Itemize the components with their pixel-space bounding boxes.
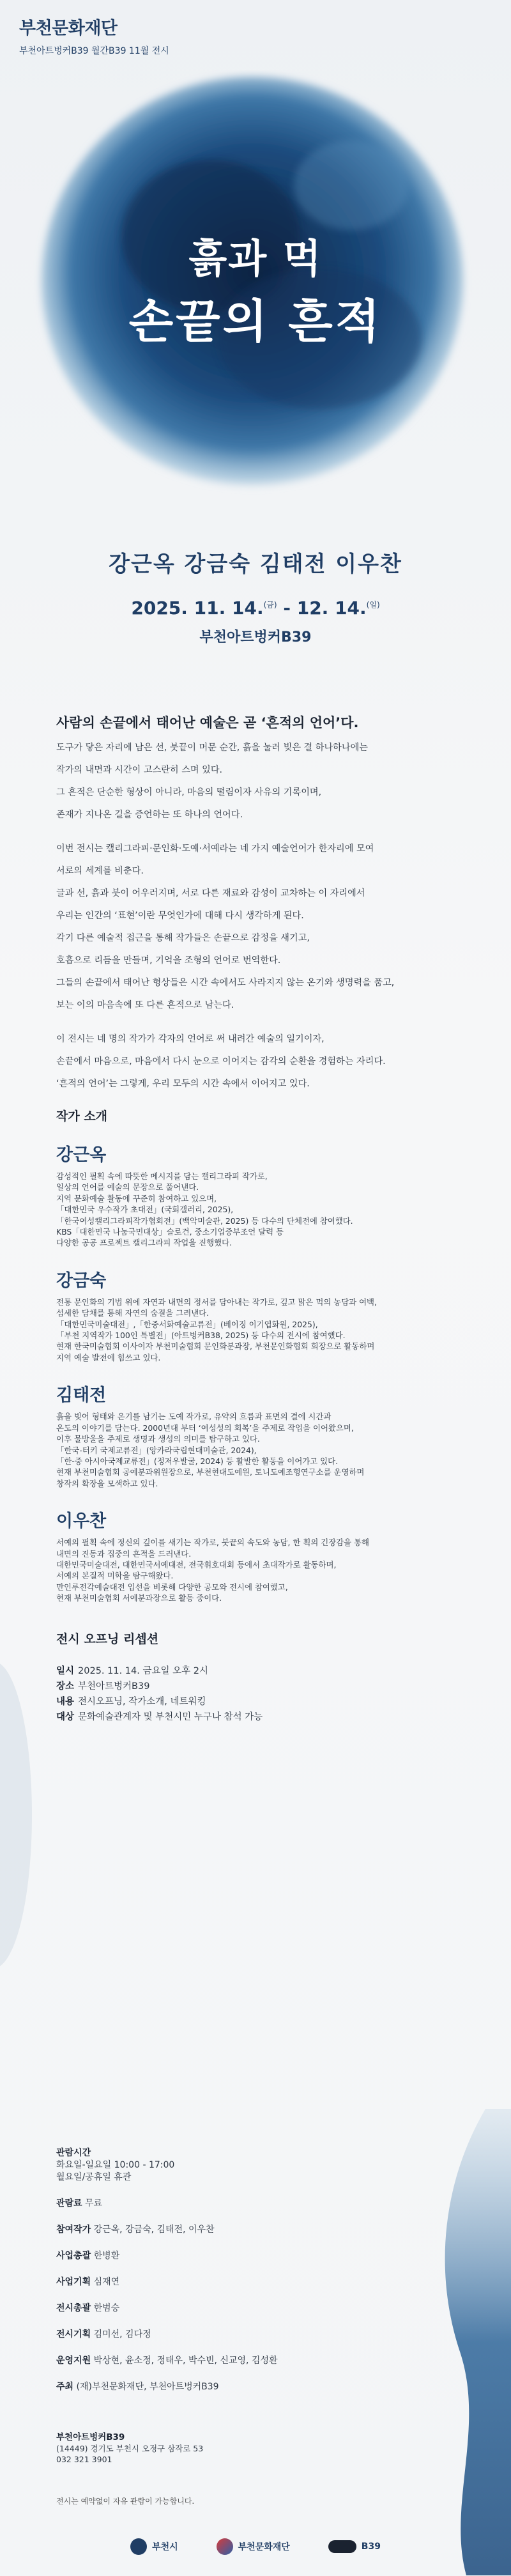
address-block — [56, 2432, 203, 2465]
intro-line: ‘흔적의 언어’는 그렇게, 우리 모두의 시간 속에서 이어지고 있다. — [56, 1079, 310, 1089]
artist-bio-line: 다양한 공공 프로젝트 캘리그라피 작업을 진행했다. — [56, 1238, 232, 1248]
info-value: 박상현, 윤소정, 정태우, 박수빈, 신교영, 김성환 — [93, 2356, 278, 2366]
artist-block — [56, 1381, 414, 1489]
artist-bio-line: 내면의 진동과 집중의 흔적을 드러낸다. — [56, 1548, 192, 1559]
info-row — [56, 2250, 414, 2262]
opening-row — [56, 1679, 414, 1694]
header — [19, 14, 169, 57]
artist-bio-line: 「대한민국 우수작가 초대전」(국회갤러리, 2025), — [56, 1205, 234, 1215]
intro-line: 글과 선, 흙과 붓이 어우러지며, 서로 다른 재료와 감성이 교차하는 이 자리에서 — [56, 888, 365, 899]
artist-bio-line: 서예의 본질적 미학을 탐구해왔다. — [56, 1571, 174, 1581]
exhibition-info — [56, 2147, 414, 2407]
artist-name: 강금숙 — [56, 1270, 107, 1291]
artist-bio-line: 흙을 빚어 형태와 온기를 남기는 도예 작가로, 유약의 흐름과 표면의 결에 시간과 — [56, 1412, 332, 1422]
intro-line: 작가의 내면과 시간이 고스란히 스며 있다. — [56, 765, 223, 775]
artist-bio-line: 「한-중 아시아국제교류전」(정저우발굴, 2024) 등 활발한 활동을 이어가고 있다. — [56, 1456, 339, 1466]
lead-sentence: 사람의 손끝에서 태어난 예술은 곧 ‘흔적의 언어’다. — [56, 715, 359, 730]
info-value: 화요일-일요일 10:00 - 17:00 — [56, 2160, 175, 2170]
info-value: 김미선, 김다정 — [93, 2329, 151, 2340]
intro-line: 존재가 지나온 길을 증언하는 또 하나의 언어다. — [56, 810, 243, 820]
info-row — [56, 2381, 414, 2393]
intro-text — [56, 742, 414, 1090]
artist-bio-line: 일상의 언어를 예술의 문장으로 풀어낸다. — [56, 1182, 199, 1192]
artist-list — [56, 1141, 414, 1604]
artist-bio-line: 대한민국미술대전, 대한민국서예대전, 전국휘호대회 등에서 초대작가로 활동하며, — [56, 1559, 337, 1570]
artists-section-title: 작가 소개 — [56, 1109, 108, 1123]
opening-row-value: 부천아트벙커B39 — [78, 1681, 150, 1692]
artist-bio-line: 「한국여성캘리그라피작가협회전」(백악미술관, 2025) 등 다수의 단체전에 참여했다. — [56, 1215, 353, 1226]
artist-bio-line: 서예의 필획 속에 정신의 깊이를 새기는 작가로, 붓끝의 속도와 농담, 한 획의 긴장감을 통해 — [56, 1538, 369, 1548]
intro-line: 손끝에서 마음으로, 마음에서 다시 눈으로 이어지는 감각의 순환을 경험하는 자리다. — [56, 1056, 386, 1067]
organization-name: 부천문화재단 — [19, 19, 118, 38]
artist-bio-line: 창작의 확장을 모색하고 있다. — [56, 1478, 158, 1488]
main-content — [56, 713, 414, 1725]
artist-name: 김태전 — [56, 1385, 107, 1406]
artist-bio-line: 현재 부천미술협회 서예분과장으로 활동 중이다. — [56, 1593, 222, 1603]
artist-bio-line: 「부천 지역작가 100인 특별전」(아트벙커B38, 2025) 등 다수의 전시에 참여했다. — [56, 1330, 346, 1341]
opening-row — [56, 1694, 414, 1709]
artist-bio-line: 현재 한국미술협회 이사이자 부천미술협회 문인화분과장, 부천문인화협회 회장으로 활동하며 — [56, 1341, 375, 1352]
info-key: 사업총괄 — [56, 2251, 91, 2261]
info-value: (재)부천문화재단, 부천아트벙커B39 — [76, 2382, 219, 2392]
artist-names: 강근옥 강금숙 김태전 이우찬 — [109, 551, 402, 577]
info-value: 무료 — [85, 2198, 103, 2209]
info-value: 한범승 — [93, 2303, 120, 2313]
info-row — [56, 2147, 414, 2184]
artist-bio-line: 만인루전각예술대전 입선을 비롯해 다양한 공모와 전시에 참여했고, — [56, 1582, 288, 1592]
artist-bio-line: 온도의 이야기를 담는다. 2000년대 부터 ‘여성성의 회복’을 주제로 작업을 이어왔으며, — [56, 1423, 354, 1433]
opening-details — [56, 1663, 414, 1725]
bucheon-city-logo: 부천시 — [130, 2538, 178, 2555]
info-value: 한병환 — [93, 2251, 120, 2261]
info-key: 사업기획 — [56, 2277, 91, 2287]
opening-row-value: 전시오프닝, 작가소개, 네트워킹 — [78, 1696, 206, 1707]
intro-line: 그 흔적은 단순한 형상이 아니라, 마음의 떨림이자 사유의 기록이며, — [56, 787, 322, 798]
info-row — [56, 2276, 414, 2288]
artist-block — [56, 1267, 414, 1363]
artist-bio-line: 지역 문화예술 활동에 꾸준히 참여하고 있으며, — [56, 1193, 217, 1203]
info-key: 관람시간 — [56, 2148, 91, 2158]
artist-bio-line: 감성적인 필획 속에 따뜻한 메시지를 담는 캘리그라피 작가로, — [56, 1171, 268, 1181]
intro-line: 이번 전시는 캘리그라피·문인화·도예·서예라는 네 가지 예술언어가 한자리에 모여 — [56, 844, 374, 854]
info-key: 관람료 — [56, 2198, 82, 2209]
phone-number: 032 321 3901 — [56, 2455, 112, 2464]
artist-block — [56, 1507, 414, 1603]
address-line: (14449) 경기도 부천시 오정구 삼작로 53 — [56, 2444, 204, 2453]
info-row — [56, 2198, 414, 2210]
opening-row-key: 장소 — [56, 1681, 75, 1692]
artist-bio-line: 지역 예술 발전에 힘쓰고 있다. — [56, 1352, 161, 1362]
opening-row — [56, 1709, 414, 1725]
exhibition-dates: 2025. 11. 14.$^{(금)}$ - 12. 14.$^{(일)}$ — [131, 598, 380, 619]
artist-name: 강근옥 — [56, 1145, 107, 1165]
intro-line: 각기 다른 예술적 접근을 통해 작가들은 손끝으로 감정을 새기고, — [56, 933, 310, 943]
artist-bio-line: 「대한민국미술대전」,「한중서화예술교류전」(베이징 이기엽화원, 2025), — [56, 1319, 318, 1329]
foundation-emblem-icon — [217, 2538, 233, 2555]
info-row — [56, 2302, 414, 2315]
opening-row — [56, 1663, 414, 1679]
info-key: 참여작가 — [56, 2225, 91, 2235]
opening-row-key: 일시 — [56, 1665, 75, 1676]
intro-line: 보는 이의 마음속에 또 다른 흔적으로 남는다. — [56, 1000, 234, 1010]
artist-name: 이우찬 — [56, 1511, 107, 1532]
sponsor-logos — [0, 2538, 511, 2555]
opening-row-key: 내용 — [56, 1696, 75, 1707]
venue: 부천아트벙커B39 — [199, 629, 312, 645]
address-name: 부천아트벙커B39 — [56, 2432, 125, 2442]
opening-reception — [56, 1630, 414, 1725]
opening-row-value: 문화예술관계자 및 부천시민 누구나 참석 가능 — [78, 1711, 263, 1722]
city-emblem-icon — [130, 2538, 147, 2555]
opening-row-value: 2025. 11. 14. 금요일 오후 2시 — [78, 1665, 208, 1676]
left-ink-wash — [0, 1649, 51, 1981]
info-key: 운영지원 — [56, 2356, 91, 2366]
artist-block — [56, 1141, 414, 1249]
artist-bio-line: 현재 부천미술협회 공예분과위원장으로, 부천현대도예원, 토니도예조형연구소를 운영하며 — [56, 1467, 365, 1477]
intro-line: 그들의 손끝에서 태어난 형상들은 시간 속에서도 사라지지 않는 온기와 생명력을 품고, — [56, 978, 395, 988]
hero-title-line2: 손끝의 흔적 — [128, 294, 383, 348]
info-value: 강근옥, 강금숙, 김태전, 이우찬 — [93, 2225, 215, 2235]
intro-line: 서로의 세계를 비춘다. — [56, 866, 144, 876]
artist-bio-line: KBS「대한민국 나눔국민대상」슬로건, 중소기업중부조언 달력 등 — [56, 1227, 284, 1237]
intro-line: 호흡으로 리듬을 만들며, 기억을 조형의 언어로 번역한다. — [56, 955, 281, 966]
exhibition-series: 부천아트벙커B39 월간B39 11월 전시 — [19, 46, 169, 56]
info-row — [56, 2355, 414, 2367]
info-row — [56, 2224, 414, 2236]
intro-line: 우리는 인간의 ‘표현’이란 무엇인가에 대해 다시 생각하게 된다. — [56, 911, 304, 921]
info-key: 주최 — [56, 2382, 74, 2392]
info-value-secondary: 월요일/공휴일 휴관 — [56, 2172, 132, 2182]
info-key: 전시총괄 — [56, 2303, 91, 2313]
artist-bio-line: 이후 물방울을 주제로 생명과 생성의 의미를 탐구하고 있다. — [56, 1434, 260, 1444]
info-key: 전시기획 — [56, 2329, 91, 2340]
b39-emblem-icon — [328, 2540, 356, 2553]
intro-line: 도구가 닿은 자리에 남은 선, 붓끝이 머문 순간, 흙을 눌러 빚은 결 하나하나에는 — [56, 743, 368, 753]
visit-note: 전시는 예약없이 자유 관람이 가능합니다. — [56, 2497, 195, 2506]
b39-logo: B39 — [328, 2540, 381, 2553]
info-value: 심재연 — [93, 2277, 120, 2287]
artist-bio-line: 전통 문인화의 기법 위에 자연과 내면의 정서를 담아내는 작가로, 깊고 맑은 먹의 농담과 여백, — [56, 1297, 377, 1307]
artist-bio-line: 「한국-터키 국제교류전」(앙카라국립현대미술관, 2024), — [56, 1445, 257, 1455]
intro-line: 이 전시는 네 명의 작가가 각자의 언어로 써 내려간 예술의 일기이자, — [56, 1034, 324, 1044]
hero-title-line1: 흙과 먹 — [188, 235, 323, 282]
info-row — [56, 2329, 414, 2341]
artist-bio-line: 섬세한 담채를 통해 자연의 숨결을 그려낸다. — [56, 1308, 210, 1318]
opening-title: 전시 오프닝 리셉션 — [56, 1631, 159, 1646]
bucheon-foundation-logo: 부천문화재단 — [217, 2538, 290, 2555]
opening-row-key: 대상 — [56, 1711, 75, 1722]
